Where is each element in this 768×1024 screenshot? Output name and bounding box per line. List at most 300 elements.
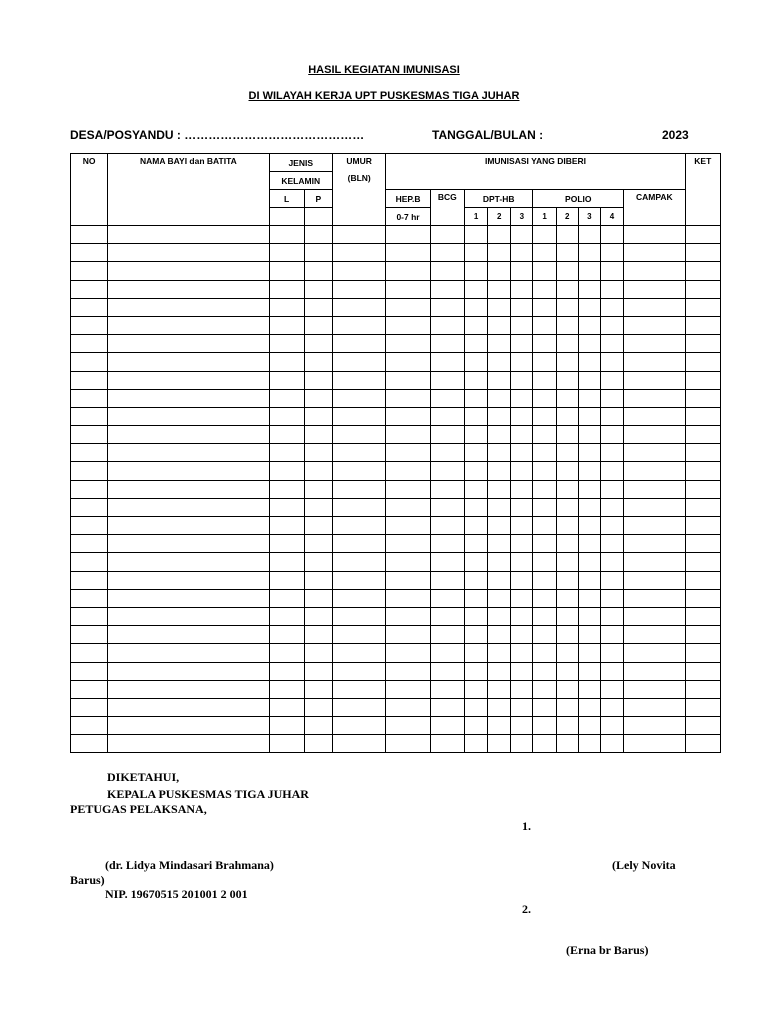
table-cell (488, 607, 511, 625)
table-cell (464, 535, 487, 553)
table-cell (600, 262, 623, 280)
table-cell (386, 698, 430, 716)
table-cell (556, 535, 578, 553)
header-l: L (269, 190, 304, 208)
table-cell (386, 498, 430, 516)
table-cell (464, 680, 487, 698)
table-row (71, 698, 721, 716)
header-jenis: JENIS (269, 154, 332, 172)
table-cell (108, 607, 269, 625)
table-cell (464, 735, 487, 753)
table-cell (600, 589, 623, 607)
table-cell (488, 316, 511, 334)
table-cell (600, 353, 623, 371)
table-cell (685, 680, 720, 698)
table-cell (533, 571, 556, 589)
table-cell (685, 280, 720, 298)
table-cell (685, 335, 720, 353)
header-polio-dose: 2 (556, 208, 578, 226)
table-cell (304, 226, 332, 244)
table-cell (304, 662, 332, 680)
table-cell (511, 717, 533, 735)
table-cell (578, 371, 600, 389)
table-cell (685, 407, 720, 425)
table-cell (430, 626, 464, 644)
table-cell (624, 735, 686, 753)
table-cell (533, 698, 556, 716)
table-cell (430, 644, 464, 662)
table-row (71, 244, 721, 262)
table-cell (108, 644, 269, 662)
header-umur (332, 154, 385, 226)
table-cell (600, 426, 623, 444)
table-row (71, 517, 721, 535)
table-cell (511, 371, 533, 389)
table-cell (533, 480, 556, 498)
tanggal-bulan-label: TANGGAL/BULAN : (432, 128, 544, 142)
table-cell (556, 607, 578, 625)
table-row (71, 262, 721, 280)
table-cell (464, 280, 487, 298)
table-cell (71, 462, 108, 480)
table-cell (685, 262, 720, 280)
header-dpt-dose: 3 (511, 208, 533, 226)
table-cell (464, 426, 487, 444)
table-cell (269, 389, 304, 407)
table-cell (108, 626, 269, 644)
table-row (71, 444, 721, 462)
table-cell (511, 662, 533, 680)
table-cell (386, 462, 430, 480)
diketahui-label: DIKETAHUI, (107, 770, 180, 784)
table-cell (269, 498, 304, 516)
table-cell (600, 226, 623, 244)
table-cell (108, 662, 269, 680)
table-cell (624, 480, 686, 498)
table-row (71, 389, 721, 407)
table-cell (304, 607, 332, 625)
table-cell (430, 571, 464, 589)
table-cell (71, 280, 108, 298)
table-cell (624, 371, 686, 389)
table-cell (71, 662, 108, 680)
table-row (71, 735, 721, 753)
table-cell (511, 462, 533, 480)
table-cell (578, 407, 600, 425)
table-cell (578, 335, 600, 353)
table-cell (71, 244, 108, 262)
table-cell (430, 226, 464, 244)
table-cell (556, 407, 578, 425)
table-cell (556, 498, 578, 516)
table-cell (600, 644, 623, 662)
table-cell (578, 444, 600, 462)
table-cell (511, 626, 533, 644)
table-cell (464, 298, 487, 316)
table-cell (556, 735, 578, 753)
table-cell (108, 680, 269, 698)
table-cell (624, 298, 686, 316)
table-cell (511, 444, 533, 462)
table-cell (430, 371, 464, 389)
table-cell (108, 298, 269, 316)
table-cell (108, 698, 269, 716)
table-cell (108, 444, 269, 462)
table-cell (332, 589, 385, 607)
officer1-name-part1: (Lely Novita (612, 858, 676, 872)
table-cell (533, 462, 556, 480)
table-cell (304, 280, 332, 298)
table-cell (511, 480, 533, 498)
table-cell (578, 244, 600, 262)
table-cell (624, 680, 686, 698)
table-cell (533, 498, 556, 516)
table-cell (332, 426, 385, 444)
table-cell (578, 353, 600, 371)
table-cell (556, 335, 578, 353)
table-cell (511, 735, 533, 753)
table-cell (386, 244, 430, 262)
table-row (71, 426, 721, 444)
table-cell (108, 589, 269, 607)
table-cell (556, 262, 578, 280)
table-cell (71, 389, 108, 407)
table-cell (430, 717, 464, 735)
table-cell (488, 444, 511, 462)
table-cell (332, 607, 385, 625)
table-cell (511, 407, 533, 425)
table-cell (556, 644, 578, 662)
table-cell (511, 607, 533, 625)
table-cell (533, 589, 556, 607)
table-cell (108, 426, 269, 444)
table-cell (71, 717, 108, 735)
table-cell (332, 571, 385, 589)
table-cell (386, 517, 430, 535)
table-cell (533, 389, 556, 407)
table-cell (533, 535, 556, 553)
header-hepb: HEP.B (386, 190, 430, 208)
table-cell (624, 462, 686, 480)
table-cell (600, 498, 623, 516)
table-cell (488, 353, 511, 371)
table-cell (533, 426, 556, 444)
table-cell (600, 680, 623, 698)
table-cell (71, 226, 108, 244)
table-cell (464, 226, 487, 244)
table-cell (108, 717, 269, 735)
table-cell (71, 698, 108, 716)
table-cell (556, 226, 578, 244)
table-cell (624, 353, 686, 371)
table-cell (304, 480, 332, 498)
table-cell (685, 389, 720, 407)
table-cell (600, 280, 623, 298)
table-cell (578, 316, 600, 334)
table-cell (488, 626, 511, 644)
table-cell (624, 426, 686, 444)
table-cell (332, 444, 385, 462)
table-cell (533, 371, 556, 389)
table-cell (624, 389, 686, 407)
table-cell (556, 462, 578, 480)
table-cell (304, 589, 332, 607)
table-cell (108, 498, 269, 516)
table-cell (304, 735, 332, 753)
table-cell (578, 389, 600, 407)
table-cell (430, 607, 464, 625)
table-cell (430, 298, 464, 316)
table-cell (488, 462, 511, 480)
table-cell (533, 626, 556, 644)
table-cell (578, 426, 600, 444)
table-cell (386, 389, 430, 407)
table-cell (430, 462, 464, 480)
table-cell (533, 298, 556, 316)
table-cell (578, 480, 600, 498)
table-cell (578, 735, 600, 753)
table-cell (430, 353, 464, 371)
table-cell (108, 335, 269, 353)
table-cell (685, 662, 720, 680)
table-cell (108, 553, 269, 571)
table-cell (108, 480, 269, 498)
table-cell (685, 626, 720, 644)
table-cell (464, 244, 487, 262)
table-cell (269, 680, 304, 698)
table-cell (386, 571, 430, 589)
table-cell (386, 444, 430, 462)
table-cell (624, 498, 686, 516)
table-cell (624, 316, 686, 334)
table-cell (533, 316, 556, 334)
immunization-table (70, 153, 721, 753)
table-cell (600, 444, 623, 462)
table-cell (556, 571, 578, 589)
table-cell (556, 589, 578, 607)
table-cell (71, 298, 108, 316)
table-cell (304, 335, 332, 353)
table-cell (600, 480, 623, 498)
table-cell (430, 426, 464, 444)
table-cell (269, 571, 304, 589)
table-cell (578, 607, 600, 625)
header-umur-line1: UMUR (346, 156, 372, 166)
table-cell (556, 444, 578, 462)
table-cell (600, 717, 623, 735)
table-cell (488, 480, 511, 498)
table-cell (269, 698, 304, 716)
table-cell (511, 553, 533, 571)
table-cell (685, 426, 720, 444)
table-cell (304, 371, 332, 389)
table-row (71, 626, 721, 644)
table-cell (304, 444, 332, 462)
table-cell (511, 244, 533, 262)
table-cell (304, 535, 332, 553)
table-cell (624, 335, 686, 353)
header-p-blank (304, 208, 332, 226)
table-cell (533, 244, 556, 262)
table-row (71, 607, 721, 625)
table-cell (624, 662, 686, 680)
table-cell (71, 371, 108, 389)
table-cell (464, 462, 487, 480)
table-cell (332, 735, 385, 753)
table-cell (533, 407, 556, 425)
table-cell (600, 607, 623, 625)
table-cell (269, 535, 304, 553)
table-cell (511, 571, 533, 589)
table-cell (600, 335, 623, 353)
table-cell (511, 535, 533, 553)
header-polio-dose: 1 (533, 208, 556, 226)
table-cell (685, 644, 720, 662)
table-cell (269, 662, 304, 680)
table-row (71, 680, 721, 698)
header-imunisasi: IMUNISASI YANG DIBERI (386, 154, 685, 190)
table-row (71, 644, 721, 662)
header-hepb-sub: 0-7 hr (386, 208, 430, 226)
table-cell (600, 626, 623, 644)
table-cell (685, 535, 720, 553)
table-cell (71, 589, 108, 607)
table-cell (71, 517, 108, 535)
table-cell (685, 462, 720, 480)
table-cell (269, 644, 304, 662)
table-cell (556, 389, 578, 407)
table-cell (269, 371, 304, 389)
officer1-name-part2: Barus) (70, 873, 105, 887)
table-cell (430, 407, 464, 425)
table-cell (386, 589, 430, 607)
table-row (71, 498, 721, 516)
table-cell (556, 680, 578, 698)
table-cell (533, 353, 556, 371)
table-cell (533, 517, 556, 535)
table-cell (578, 517, 600, 535)
table-cell (624, 553, 686, 571)
table-cell (386, 426, 430, 444)
table-row (71, 589, 721, 607)
table-cell (269, 626, 304, 644)
desa-posyandu-label: DESA/POSYANDU : ……………………………………… (70, 128, 365, 142)
table-cell (578, 644, 600, 662)
table-cell (488, 735, 511, 753)
table-cell (488, 698, 511, 716)
table-cell (332, 335, 385, 353)
table-cell (488, 389, 511, 407)
table-row (71, 280, 721, 298)
table-cell (488, 644, 511, 662)
table-cell (71, 426, 108, 444)
table-cell (269, 717, 304, 735)
table-cell (464, 389, 487, 407)
table-cell (578, 626, 600, 644)
table-cell (624, 262, 686, 280)
table-cell (304, 498, 332, 516)
table-cell (511, 353, 533, 371)
table-row (71, 298, 721, 316)
table-cell (685, 517, 720, 535)
table-cell (685, 735, 720, 753)
table-cell (511, 280, 533, 298)
table-cell (511, 680, 533, 698)
table-cell (600, 462, 623, 480)
kepala-label: KEPALA PUSKESMAS TIGA JUHAR (107, 787, 309, 801)
table-cell (304, 571, 332, 589)
table-cell (578, 298, 600, 316)
table-cell (685, 244, 720, 262)
table-cell (464, 335, 487, 353)
table-cell (488, 498, 511, 516)
table-cell (685, 371, 720, 389)
table-cell (511, 298, 533, 316)
table-cell (386, 480, 430, 498)
table-cell (533, 444, 556, 462)
table-cell (304, 680, 332, 698)
table-cell (624, 535, 686, 553)
table-cell (556, 517, 578, 535)
table-cell (488, 680, 511, 698)
table-cell (304, 244, 332, 262)
header-umur-line2: (BLN) (347, 173, 371, 183)
table-cell (269, 589, 304, 607)
table-cell (269, 226, 304, 244)
table-cell (332, 244, 385, 262)
table-cell (685, 571, 720, 589)
table-cell (386, 607, 430, 625)
table-cell (332, 262, 385, 280)
table-row (71, 662, 721, 680)
table-cell (511, 498, 533, 516)
table-cell (430, 535, 464, 553)
table-cell (488, 571, 511, 589)
table-cell (624, 517, 686, 535)
table-cell (71, 553, 108, 571)
table-cell (556, 480, 578, 498)
table-cell (685, 226, 720, 244)
table-cell (488, 517, 511, 535)
header-l-blank (269, 208, 304, 226)
table-cell (71, 407, 108, 425)
table-cell (304, 517, 332, 535)
table-cell (332, 644, 385, 662)
table-cell (386, 407, 430, 425)
table-cell (488, 553, 511, 571)
table-cell (600, 517, 623, 535)
table-cell (430, 480, 464, 498)
table-cell (269, 480, 304, 498)
table-cell (108, 371, 269, 389)
header-p: P (304, 190, 332, 208)
table-row (71, 535, 721, 553)
table-cell (624, 626, 686, 644)
table-cell (600, 553, 623, 571)
table-cell (386, 371, 430, 389)
table-cell (332, 662, 385, 680)
table-cell (269, 353, 304, 371)
table-cell (488, 589, 511, 607)
table-cell (332, 226, 385, 244)
table-cell (71, 498, 108, 516)
table-cell (332, 371, 385, 389)
table-cell (556, 316, 578, 334)
table-cell (600, 735, 623, 753)
table-cell (386, 717, 430, 735)
table-cell (430, 589, 464, 607)
table-cell (511, 262, 533, 280)
